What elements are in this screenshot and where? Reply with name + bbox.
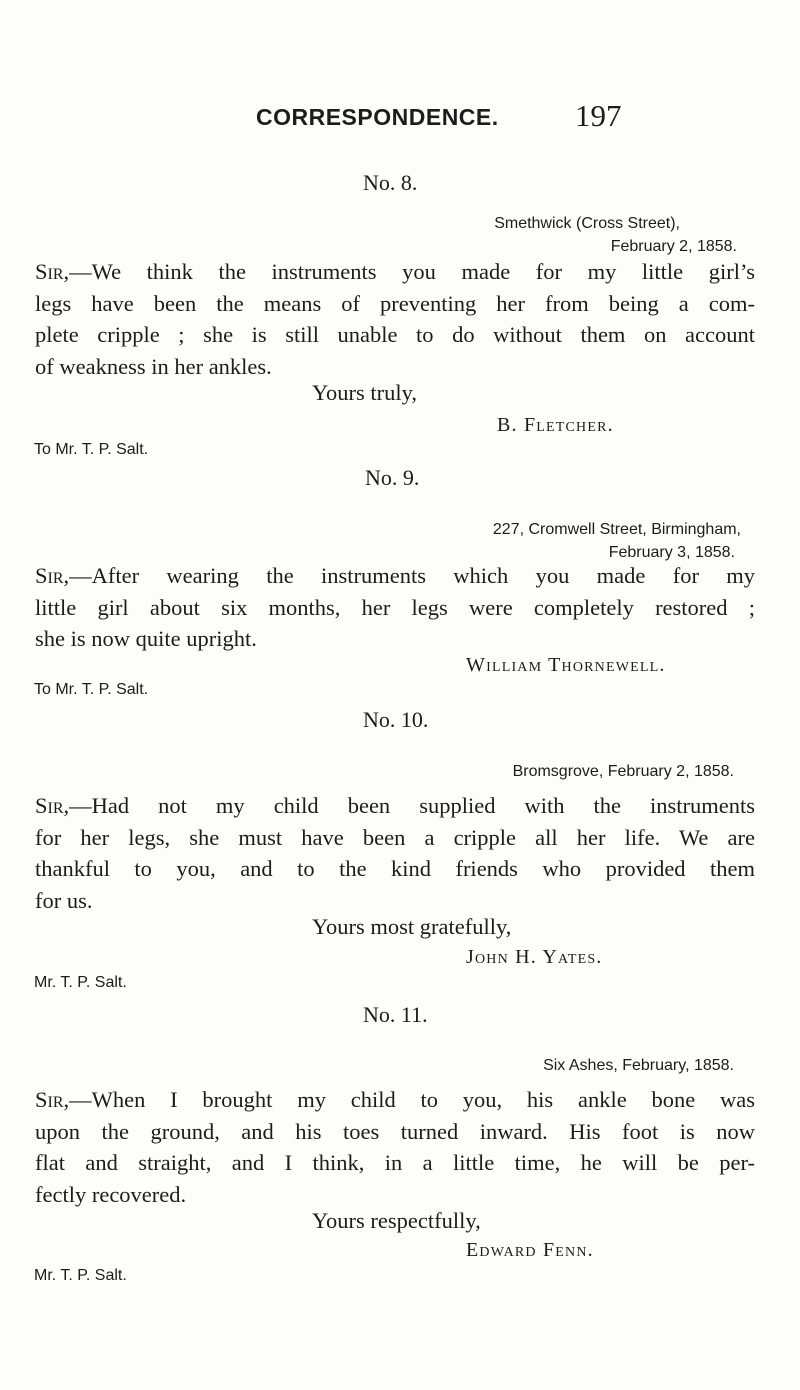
letter-address [513, 760, 737, 783]
body-line: legs have been the means of preventing her from being a com- [35, 290, 755, 316]
address-line: Smethwick (Cross Street), [494, 215, 680, 232]
body-line: Sir,—Had not my child been supplied with the instruments [35, 793, 755, 818]
letter-number: No. 8. [363, 170, 418, 195]
signature: B. Fletcher. [497, 414, 614, 436]
body-line: Sir,—We think the instruments you made for my little girl’s [35, 259, 755, 284]
body-line: she is now quite upright. [35, 626, 257, 651]
body-line: for her legs, she must have been a cripple all her life. We are [35, 824, 755, 850]
body-line: flat and straight, and I think, in a little time, he will be per- [35, 1150, 755, 1175]
letter-number: No. 11. [363, 1002, 428, 1027]
address-line: February 3, 1858. [608, 544, 735, 561]
page-header [0, 98, 800, 138]
letter-address [492, 518, 741, 564]
body-line: plete cripple ; she is still unable to do without them on account [35, 322, 755, 347]
letter-number: No. 9. [365, 465, 420, 490]
address-line: Bromsgrove, February 2, 1858. [512, 763, 734, 780]
body-line: thankful to you, and to the kind friends who provided them [35, 856, 755, 881]
body-line: fectly recovered. [35, 1181, 187, 1207]
letter-address [543, 1054, 737, 1077]
body-line: for us. [35, 887, 93, 913]
recipient: To Mr. T. P. Salt. [34, 681, 149, 698]
salutation: Sir, [35, 259, 70, 284]
address-line: 227, Cromwell Street, Birmingham, [492, 521, 741, 538]
salutation: Sir, [35, 1087, 70, 1112]
letter-address [494, 212, 737, 258]
letter-body [35, 560, 755, 655]
closing: Yours most gratefully, [312, 914, 512, 939]
letter-body [35, 256, 755, 382]
body-line: Sir,—When I brought my child to you, his ankle bone was [35, 1087, 755, 1112]
body-line: of weakness in her ankles. [35, 353, 272, 379]
salutation: Sir, [35, 563, 70, 588]
body-line: Sir,—After wearing the instruments which you made for my [35, 563, 755, 588]
recipient: To Mr. T. P. Salt. [34, 441, 149, 458]
running-title: CORRESPONDENCE. [256, 104, 499, 130]
signature: Edward Fenn. [466, 1239, 594, 1261]
address-line: February 2, 1858. [610, 238, 737, 255]
recipient: Mr. T. P. Salt. [34, 974, 127, 991]
closing: Yours respectfully, [312, 1208, 481, 1233]
letter-body [35, 1084, 755, 1210]
signature: William Thornewell. [466, 654, 666, 676]
signature: John H. Yates. [466, 946, 603, 968]
salutation: Sir, [35, 793, 70, 818]
address-line: Six Ashes, February, 1858. [543, 1057, 734, 1074]
body-line: upon the ground, and his toes turned inward. His foot is now [35, 1118, 755, 1144]
closing: Yours truly, [312, 380, 418, 405]
page-number: 197 [575, 98, 622, 133]
letter-body [35, 790, 755, 916]
recipient: Mr. T. P. Salt. [34, 1267, 127, 1284]
letter-number: No. 10. [363, 707, 429, 732]
body-line: little girl about six months, her legs were completely restored ; [35, 594, 755, 620]
